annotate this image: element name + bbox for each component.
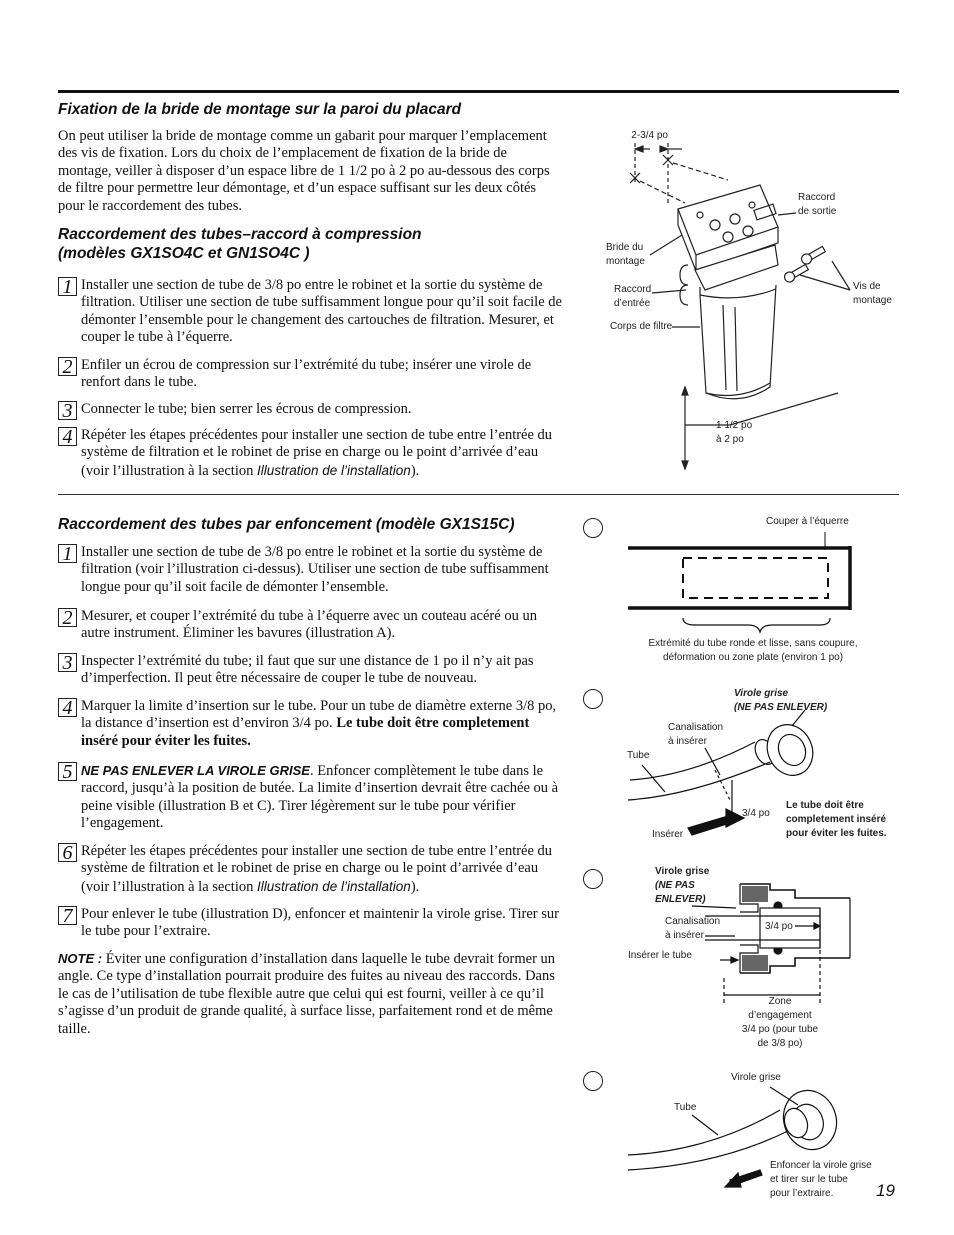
push-fit-step — [58, 762, 563, 832]
compression-step — [58, 357, 563, 393]
step-text-part: . Enfoncer complètement le tube dans le raccord, jusqu’à la position de butée. La limite d’insertion devrait être cachée ou à peine visible (illustration B et C). Tirer légèrement sur le tube pour vérifier l’engagement. — [81, 763, 559, 832]
dimension-label: 2-3/4 po — [631, 130, 668, 141]
compression-step — [58, 277, 563, 347]
clearance-label: 1 1/2 po à 2 po — [716, 420, 753, 445]
section-title-compression — [58, 225, 422, 263]
tubing-label: Canalisation à insérer — [665, 916, 721, 941]
note-paragraph — [58, 950, 560, 1038]
gray-collet-label: Virole grise — [655, 866, 710, 877]
figure-d-marker — [583, 1071, 603, 1091]
figure-a-marker — [583, 518, 603, 538]
step-text: Inspecter l’extrémité du tube; il faut que sur une distance de 1 po il n’y ait pas d’imperfection. Il peut être nécessaire de couper le tube de nouveau. — [81, 653, 534, 687]
step-text: Installer une section de tube de 3/8 po entre le robinet et la sortie du système de filtration. Utiliser une section de tube suffisamment longue pour qu’il soit facile de démonter l’ensemble pour le changement des cartouches de filtration. Mesurer, et couper le tube à l’équerre. — [81, 277, 562, 346]
section-title-push-fit: Raccordement des tubes par enfoncement (modèle GX1S15C) — [58, 516, 515, 533]
step-text — [81, 843, 563, 896]
inlet-fitting-label: Raccord d’entrée — [614, 284, 652, 309]
push-fit-step — [58, 653, 563, 689]
mounting-screw-label: Vis de montage — [853, 281, 892, 306]
step-text-part: ). — [410, 878, 420, 895]
compression-title-line2: (modèles GX1SO4C et GN1SO4C ) — [58, 245, 310, 262]
section-divider — [58, 494, 899, 495]
step-text-part: Répéter les étapes précédentes pour installer une section de tube entre l’entrée du système de filtration et le robinet de prise en charge ou le point d’arrivée d’eau (voir l’illustration à la section — [81, 843, 553, 895]
step-text — [81, 762, 563, 833]
cut-square-label: Couper à l’équerre — [766, 516, 849, 527]
insertion-dimension: 3/4 po — [742, 808, 770, 819]
gray-collet-label: Virole grise — [731, 1072, 781, 1083]
step-text-reference: Illustration de l’installation — [256, 878, 411, 894]
step-text: Pour enlever le tube (illustration D), enfoncer et maintenir la virole grise. Tirer sur le tube pour l’extraire. — [81, 906, 559, 940]
step-number: 4 — [58, 698, 77, 717]
insert-label: Insérer — [652, 829, 684, 840]
outlet-fitting-label: Raccord de sortie — [798, 192, 837, 217]
gray-collet-label: Virole grise (NE PAS ENLEVER) — [734, 688, 828, 713]
filter-body-label: Corps de filtre — [610, 321, 673, 332]
figure-b-marker — [583, 689, 603, 709]
step-number: 1 — [58, 277, 77, 296]
bracket-label: Bride du montage — [606, 242, 645, 267]
step-text: Enfiler un écrou de compression sur l’extrémité du tube; insérer une virole de renfort dans le tube. — [81, 357, 532, 391]
step-number: 2 — [58, 357, 77, 376]
figure-a-tube-cut — [620, 528, 860, 640]
step-number: 4 — [58, 427, 77, 446]
step-text-part: Marquer la limite d’insertion sur le tube. Pour un tube de diamètre externe 3/8 po, la distance d’insertion est d’environ 3/4 po. — [81, 698, 557, 732]
step-text: Connecter le tube; bien serrer les écrous de compression. — [81, 401, 412, 417]
note-text: Éviter une configuration d’installation dans laquelle le tube devrait former un angle. Ce type d’installation pourrait produire des fuites au niveau des raccords. Dans le cas de l’utilisation de tube flexible autre que celui qui est fourni, veiller à ce qu’il s’agisse d’un produit de grande qualité, à surface lisse, parfaitement rond et de même taille. — [58, 951, 556, 1037]
tube-label: Tube — [627, 750, 650, 761]
step-number: 6 — [58, 843, 77, 862]
step-text — [81, 698, 563, 750]
step-text-part: Répéter les étapes précédentes pour installer une section de tube entre l’entrée du système de filtration et le robinet de prise en charge ou le point d’arrivée d’eau (voir l’illustration à la section — [81, 427, 553, 479]
step-number: 5 — [58, 762, 77, 781]
top-rule — [58, 90, 899, 93]
step-text: Installer une section de tube de 3/8 po entre le robinet et la sortie du système de filtration (voir l’illustration ci-dessus). Utiliser une section de tube suffisamment longue pour qu’il soit facile de démonter l’ensemble. — [81, 544, 549, 595]
push-fit-step — [58, 843, 563, 897]
figure-c-marker — [583, 869, 603, 889]
step-number: 2 — [58, 608, 77, 627]
mounting-intro-text: On peut utiliser la bride de montage comme un gabarit pour marquer l’emplacement des vis de fixation. Lors du choix de l’emplacement de fixation de la bride de montage, veiller à disposer d’un espace libre de 1 1/2 po à 2 po au-dessous des corps de filtre pour permettre leur démontage, et d’un espace suffisant sur les deux côtés pour le raccordement des tubes. — [58, 128, 550, 214]
tubing-label: Canalisation à insérer — [668, 722, 724, 747]
insert-tube-label: Insérer le tube — [628, 950, 692, 961]
note-label: NOTE : — [58, 951, 103, 966]
insertion-dimension: 3/4 po — [765, 921, 793, 932]
step-text-reference: Illustration de l’installation — [256, 462, 411, 478]
step-number: 7 — [58, 906, 77, 925]
do-not-remove-label: (NE PAS ENLEVER) — [655, 880, 706, 905]
step-number: 1 — [58, 544, 77, 563]
step-text-caution: NE PAS ENLEVER LA VIROLE GRISE — [81, 763, 310, 778]
step-text-warning: Le tube doit être completement inséré pour éviter les fuites. — [81, 715, 530, 749]
tube-end-note: Extrémité du tube ronde et lisse, sans coupure, déformation ou zone plate (environ 1 po) — [648, 638, 858, 663]
push-fit-step — [58, 608, 563, 644]
step-number: 3 — [58, 653, 77, 672]
page-number: 19 — [876, 1181, 895, 1200]
push-fit-step — [58, 698, 563, 752]
step-text: Mesurer, et couper l’extrémité du tube à l’équerre avec un couteau acéré ou un autre instrument. Éliminer les bavures (illustration A). — [81, 608, 537, 642]
removal-instruction: Enfoncer la virole grise et tirer sur le tube pour l’extraire. — [770, 1160, 872, 1199]
step-text — [81, 427, 563, 480]
push-fit-step — [58, 906, 563, 942]
compression-step — [58, 427, 563, 481]
section-title-mounting: Fixation de la bride de montage sur la paroi du placard — [58, 101, 462, 118]
tube-label: Tube — [674, 1102, 697, 1113]
engagement-zone-label: Zone d’engagement 3/4 po (pour tube de 3/8 po) — [741, 996, 819, 1049]
push-fit-step — [58, 544, 563, 598]
compression-title-line1: Raccordement des tubes–raccord à compression — [58, 226, 422, 243]
compression-step — [58, 401, 563, 421]
step-text-part: ). — [410, 462, 420, 479]
full-insertion-warning: Le tube doit être completement inséré pour éviter les fuites. — [786, 800, 887, 839]
step-number: 3 — [58, 401, 77, 420]
